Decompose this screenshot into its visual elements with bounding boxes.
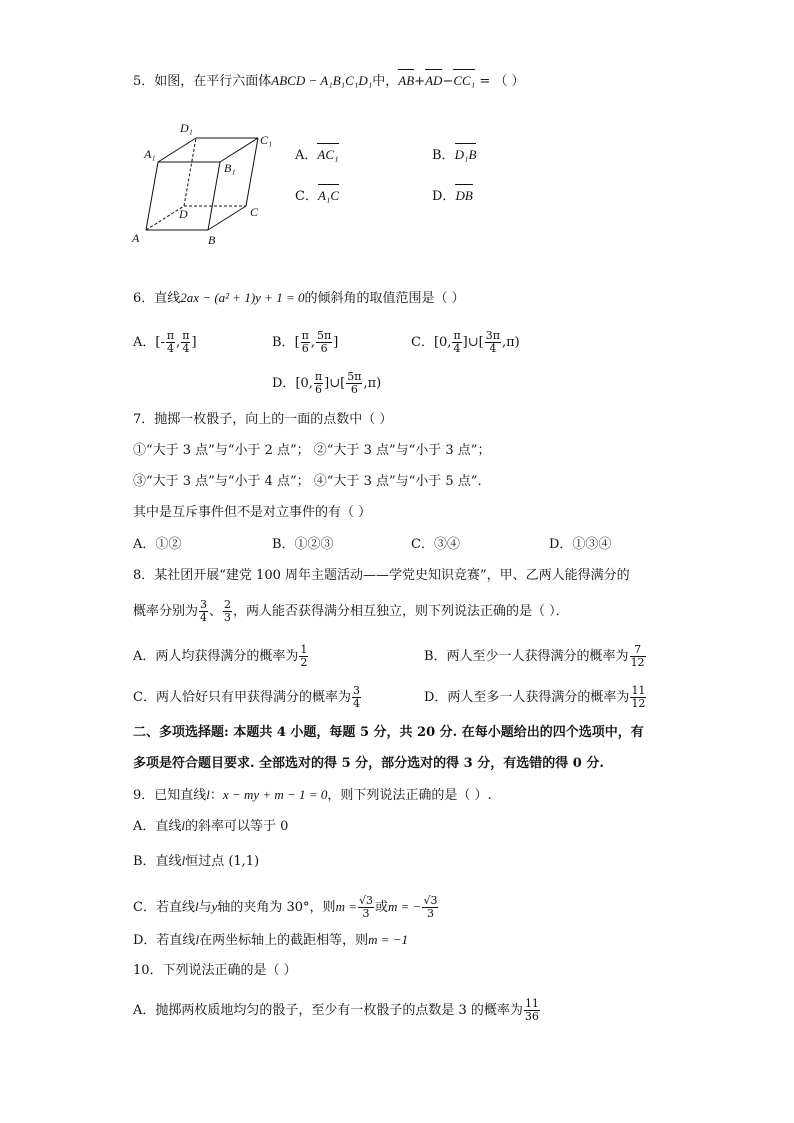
q5-option-b[interactable]: B．D₁B — [432, 147, 477, 163]
q6-option-d[interactable]: D．[0, $\frac{\pi}{6}$ ]∪[ $\frac{5\pi}{6}$ ,π) — [272, 370, 382, 396]
edge-B1C1 — [220, 138, 258, 162]
edge-BB1 — [208, 162, 220, 230]
q7-option-d[interactable]: D．①③④ — [549, 537, 612, 552]
q8-stem-line2: 概率分别为 $\frac{3}{4}$ 、 $\frac{2}{3}$ ，两人能否获得满分相互独立，则下列说法正确的是（ ）． — [133, 598, 569, 624]
q8-option-c[interactable]: C．两人恰好只有甲获得满分的概率为 $\frac{3}{4}$ — [133, 684, 360, 710]
q6-option-a[interactable]: A．[- $\frac{\pi}{4}$ , $\frac{\pi}{4}$ ] — [133, 329, 197, 355]
q7-option-c[interactable]: C．③④ — [411, 537, 460, 552]
label-D1: D₁ — [180, 121, 193, 135]
q7-option-a[interactable]: A．①② — [133, 537, 182, 552]
label-C1: C₁ — [260, 133, 273, 147]
section2-heading-line2: 多项是符合题目要求. 全部选对的得 5 分，部分选对的得 3 分，有选错的得 0 分. — [133, 756, 604, 771]
q9-option-a[interactable]: A．直线l的斜率可以等于 0 — [133, 818, 289, 834]
q7-stem: 7．抛掷一枚骰子，向上的一面的点数中（ ） — [133, 412, 393, 427]
label-C: C — [250, 205, 259, 219]
label-B1: B₁ — [224, 161, 236, 175]
q5-option-d[interactable]: D．DB — [432, 188, 473, 204]
q9-option-b[interactable]: B．直线l恒过点 (1,1) — [133, 853, 260, 869]
q10-option-a[interactable]: A．抛掷两枚质地均匀的骰子，至少有一枚骰子的点数是 3 的概率为 $\frac{11}{36}$ — [133, 997, 539, 1023]
q6-option-c[interactable]: C．[0, $\frac{\pi}{4}$ ]∪[ $\frac{3\pi}{4}$ ,π) — [411, 329, 520, 355]
q7-question: 其中是互斥事件但不是对立事件的有（ ） — [133, 505, 372, 520]
q10-stem: 10．下列说法正确的是（ ） — [133, 963, 297, 978]
q8-option-b[interactable]: B．两人至少一人获得满分的概率为 $\frac{7}{12}$ — [424, 643, 645, 669]
label-A1: A₁ — [144, 147, 156, 161]
edge-AA1 — [146, 162, 158, 230]
q7-option-b[interactable]: B．①②③ — [272, 537, 334, 552]
section2-heading-line1: 二、多项选择题: 本题共 4 小题，每题 5 分，共 20 分. 在每小题给出的四个选项中，有 — [133, 725, 644, 740]
q9-option-c[interactable]: C．若直线l与y轴的夹角为 30°，则m = $\frac{√3}{3}$ 或m = − $\frac{√3}{3}$ — [133, 894, 438, 920]
face-bottom-front — [146, 206, 246, 230]
label-A: A — [132, 231, 140, 245]
edge-DD1 — [184, 138, 196, 206]
edge-A1D1 — [158, 138, 196, 162]
q8-option-d[interactable]: D．两人至多一人获得满分的概率为 $\frac{11}{12}$ — [424, 684, 646, 710]
label-D: D — [179, 207, 188, 221]
q6-option-b[interactable]: B．[ $\frac{\pi}{6}$ , $\frac{5\pi}{6}$ ] — [272, 329, 339, 355]
q6-stem: 6．直线2ax − (a² + 1)y + 1 = 0的倾斜角的取值范围是（ ） — [133, 290, 465, 306]
label-B: B — [208, 233, 216, 247]
edge-BC — [208, 206, 246, 230]
q9-stem: 9．已知直线l：x − my + m − 1 = 0，则下列说法正确的是（ ）. — [133, 787, 492, 803]
q5-option-a[interactable]: A．AC₁ — [295, 147, 339, 163]
parallelepiped-figure — [128, 118, 288, 253]
q7-row1: ①“大于 3 点”与“小于 2 点”； ②“大于 3 点”与“小于 3 点”； — [133, 443, 491, 458]
q5-option-c[interactable]: C．A₁C — [295, 188, 340, 204]
q8-option-a[interactable]: A．两人均获得满分的概率为 $\frac{1}{2}$ — [133, 643, 308, 669]
q9-option-d[interactable]: D．若直线l在两坐标轴上的截距相等，则m = −1 — [133, 932, 409, 948]
edge-CC1 — [246, 138, 258, 206]
q8-stem-line1: 8．某社团开展“建党 100 周年主题活动——学党史知识竞赛”，甲、乙两人能得满分的 — [133, 568, 630, 583]
q5-stem: 5．如图，在平行六面体ABCD − A₁B₁C₁D₁中，AB+AD−CC₁ = （ ） — [133, 73, 525, 89]
q7-row2: ③“大于 3 点”与“小于 4 点”； ④“大于 3 点”与“小于 5 点”． — [133, 474, 491, 489]
